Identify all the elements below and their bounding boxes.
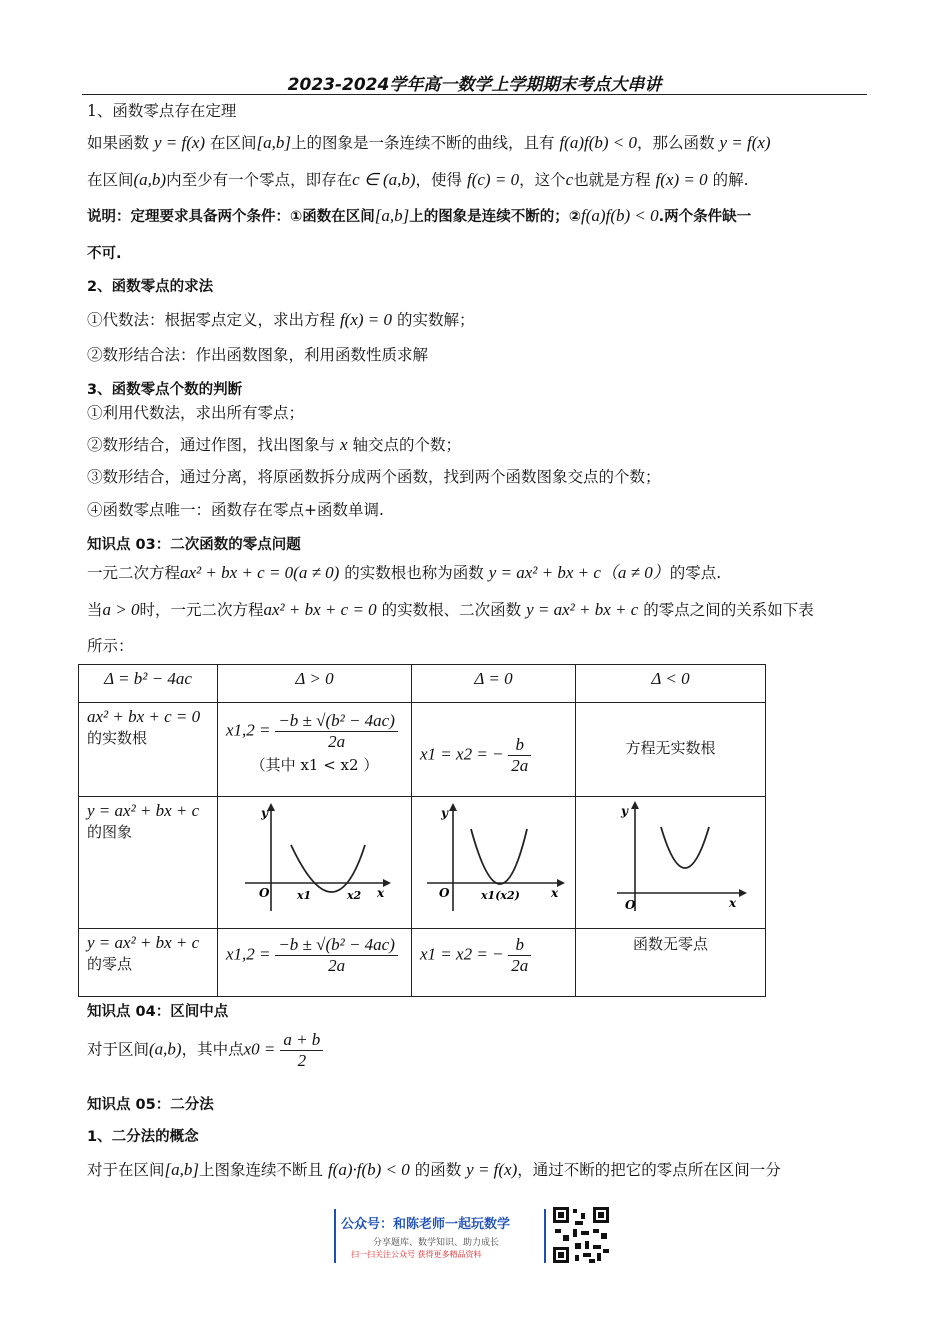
qr-code-icon xyxy=(551,1205,611,1265)
kp03-title: 知识点 03：二次函数的零点问题 xyxy=(87,537,301,553)
roots-zero-cell: x1 = x2 = − $\frac{b}{2a}$ xyxy=(412,703,576,797)
zeros-negative-cell: 函数无零点 xyxy=(576,929,766,997)
svg-text:x: x xyxy=(376,886,384,900)
footer-scan-hint: 扫一扫关注公众号 获得更多精品资料 xyxy=(351,1250,482,1259)
svg-text:y: y xyxy=(260,806,268,820)
sec3-title: 3、函数零点个数的判断 xyxy=(87,382,243,398)
roots-negative-cell: 方程无实数根 xyxy=(576,703,766,797)
svg-text:x2: x2 xyxy=(346,889,361,902)
kp05-subtitle: 1、二分法的概念 xyxy=(87,1129,199,1145)
graph-zero-cell xyxy=(412,797,576,929)
graph-negative-cell xyxy=(576,797,766,929)
sec2-item1: ①代数法：根据零点定义，求出方程 f(x) = 0 的实数解； xyxy=(87,310,475,329)
parabola-two-roots-graph xyxy=(235,799,395,921)
footer-banner xyxy=(333,1205,618,1267)
svg-text:x1: x1 xyxy=(296,889,311,902)
kp04-line1: 对于区间(a,b)，其中点x0 = $\frac{a + b}{2}$ xyxy=(87,1030,323,1071)
header-title: 2023-2024学年高一数学上学期期末考点大串讲 xyxy=(287,75,662,95)
header-discriminant: Δ = b² − 4ac xyxy=(79,665,218,703)
svg-text:y: y xyxy=(620,804,628,818)
svg-text:x: x xyxy=(550,886,558,900)
svg-text:O: O xyxy=(438,886,449,900)
sec3-item4: ④函数零点唯一：函数存在零点+函数单调. xyxy=(87,501,384,519)
sec3-item3: ③数形结合，通过分离，将原函数拆分成两个函数，找到两个函数图象交点的个数； xyxy=(87,468,661,486)
kp03-line2: 当a > 0时，一元二次方程ax² + bx + c = 0 的实数根、二次函数 y = ax² + bx + c 的零点之间的关系如下表 xyxy=(87,600,814,619)
header-negative: Δ < 0 xyxy=(576,665,766,703)
sec3-item2: ②数形结合，通过作图，找出图象与 x 轴交点的个数； xyxy=(87,435,461,454)
row-zeros-label: y = ax² + bx + c 的零点 xyxy=(79,929,218,997)
kp05-line1: 对于在区间[a,b]上图象连续不断且 f(a)·f(b) < 0 的函数 y = f(x)，通过不断的把它的零点所在区间一分 xyxy=(87,1160,781,1179)
parabola-no-root-graph xyxy=(591,799,751,921)
sec2-item2: ②数形结合法：作出函数图象，利用函数性质求解 xyxy=(87,346,429,364)
zero-relation-table xyxy=(78,664,766,997)
svg-text:O: O xyxy=(258,886,269,900)
sec2-title: 2、函数零点的求法 xyxy=(87,279,214,295)
kp04-title: 知识点 04：区间中点 xyxy=(87,1004,229,1020)
kp03-line3: 所示： xyxy=(87,637,134,655)
roots-positive-cell: x1,2 = $\frac{\text{−b ± √(b² − 4ac)}}{2a}$ （其中 x1 < x2 ） xyxy=(218,703,412,797)
header-positive: Δ > 0 xyxy=(218,665,412,703)
parabola-one-root-graph xyxy=(419,799,569,921)
sec3-item1: ①利用代数法，求出所有零点； xyxy=(87,404,305,422)
sec1-line2: 在区间(a,b)内至少有一个零点，即存在c ∈ (a,b)，使得 f(c) = 0，这个c也就是方程 f(x) = 0 的解. xyxy=(87,170,749,189)
sec1-note: 说明：定理要求具备两个条件：①函数在区间[a,b]上的图象是连续不断的；②f(a)f(b) < 0.两个条件缺一 xyxy=(87,206,752,225)
row-graph-label: y = ax² + bx + c 的图象 xyxy=(79,797,218,929)
svg-text:y: y xyxy=(440,806,448,820)
row-roots-label: ax² + bx + c = 0 的实数根 xyxy=(79,703,218,797)
sec1-line1: 如果函数 y = f(x) 在区间[a,b]上的图象是一条连续不断的曲线，且有 f(a)f(b) < 0，那么函数 y = f(x) xyxy=(87,133,771,152)
kp03-line1: 一元二次方程ax² + bx + c = 0(a ≠ 0) 的实数根也称为函数 y = ax² + bx + c（a ≠ 0）的零点. xyxy=(87,563,722,582)
sec1-note-cont: 不可. xyxy=(87,246,122,262)
zeros-zero-cell: x1 = x2 = − $\frac{b}{2a}$ xyxy=(412,929,576,997)
svg-text:x: x xyxy=(728,896,736,910)
zeros-positive-cell: x1,2 = $\frac{\text{−b ± √(b² − 4ac)}}{2a}$ xyxy=(218,929,412,997)
sec1-title: 1、函数零点存在定理 xyxy=(87,102,237,120)
page-header xyxy=(82,70,867,95)
graph-positive-cell xyxy=(218,797,412,929)
header-zero: Δ = 0 xyxy=(412,665,576,703)
footer-title: 公众号：和陈老师一起玩数学 xyxy=(341,1217,511,1232)
svg-text:x1(x2): x1(x2) xyxy=(480,889,520,902)
svg-text:O: O xyxy=(624,898,635,912)
kp05-title: 知识点 05：二分法 xyxy=(87,1097,214,1113)
footer-subtitle: 分享题库、数学知识、助力成长 xyxy=(373,1238,500,1248)
